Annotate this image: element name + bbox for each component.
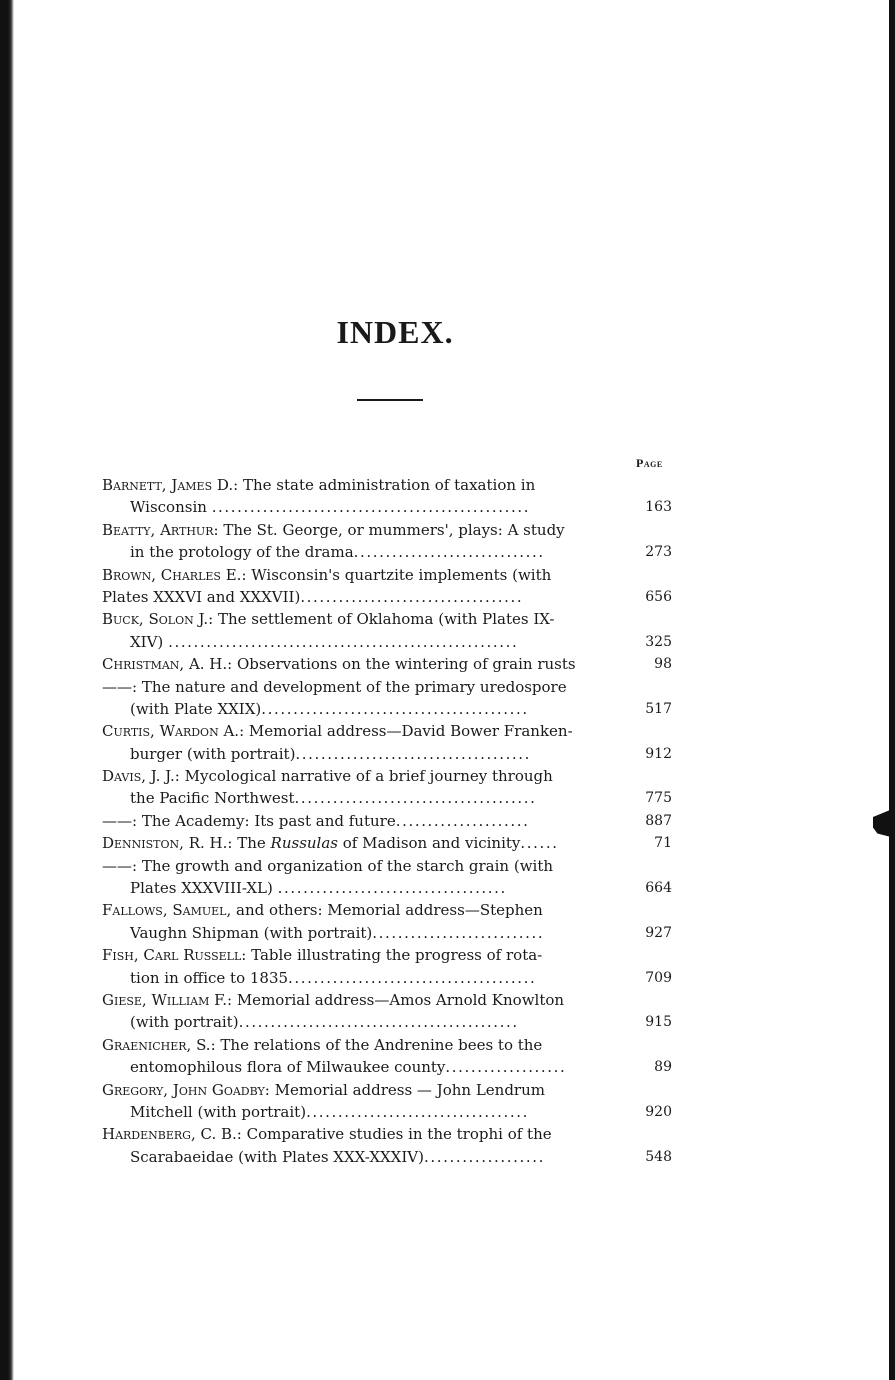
index-entry	[102, 1034, 672, 1079]
entry-author: ——:	[102, 677, 138, 696]
entry-page: 920	[645, 1103, 672, 1120]
entry-title-line: The state administration of taxation in	[242, 476, 536, 494]
leader-dots: ...................................	[306, 1102, 529, 1121]
index-entry	[102, 653, 672, 675]
entry-page: 98	[654, 656, 672, 673]
index-entry	[102, 944, 672, 989]
index-entry	[102, 1079, 672, 1124]
entry-title-line: Scarabaeidae (with Plates XXX-XXXIV)	[130, 1147, 424, 1166]
entry-title-line: The St. George, or mummers', plays: A study	[223, 520, 565, 539]
index-entry	[102, 899, 672, 944]
entry-author: Giese, William F.:	[102, 990, 233, 1009]
entry-author: Barnett, James D.:	[102, 476, 239, 494]
entry-title-line: in the protology of the drama	[130, 543, 354, 562]
entry-title-line: Plates XXXVIII-XL)	[130, 879, 273, 898]
leader-dots: ...........................	[372, 923, 545, 942]
entry-page: 775	[645, 790, 672, 807]
entry-title-line: and others: Memorial address—Stephen	[236, 901, 543, 920]
leader-dots: .......................................................	[168, 632, 519, 651]
leader-dots: .......................................	[288, 968, 537, 987]
leader-dots: ..........................................	[261, 699, 529, 718]
entry-page: 656	[645, 588, 672, 605]
entry-title-line: The growth and organization of the starch grain (with	[141, 856, 554, 875]
leader-dots: .....................	[395, 811, 530, 830]
entry-title-line: (with Plate XXIX)	[130, 699, 262, 718]
entry-title-line: Mitchell (with portrait)	[130, 1102, 307, 1121]
entry-title-line: Observations on the wintering of grain rusts	[237, 655, 576, 674]
entry-author: Denniston, R. H.:	[102, 834, 233, 853]
entry-title-line: The settlement of Oklahoma (with Plates IX-	[217, 610, 555, 629]
entry-title-line: (with portrait)	[130, 1013, 239, 1032]
entry-page: 915	[645, 1014, 672, 1031]
entry-title-line: Mycological narrative of a brief journey through	[184, 767, 553, 786]
index-entry	[102, 474, 672, 519]
index-entry	[102, 720, 672, 765]
entry-title-line: of Madison and vicinity	[342, 834, 521, 853]
entry-title-line: The relations of the Andrenine bees to the	[220, 1035, 543, 1054]
entry-page: 273	[645, 544, 672, 561]
leader-dots: ..................................................	[211, 498, 531, 517]
leader-dots: ...................................	[300, 587, 524, 606]
leader-dots: ......	[520, 834, 559, 853]
entry-author: Fish, Carl Russell:	[102, 946, 247, 965]
index-entry	[102, 810, 672, 832]
entry-title-line: The	[237, 834, 266, 853]
binding-clip-mark	[873, 808, 895, 838]
entry-author: Fallows, Samuel,	[102, 901, 232, 920]
entry-page: 927	[645, 924, 672, 941]
entry-page: 163	[645, 499, 672, 516]
entry-page: 912	[645, 745, 672, 762]
entry-title-line: tion in office to 1835	[130, 968, 289, 987]
entry-page: 887	[645, 812, 672, 829]
entry-page: 89	[654, 1059, 672, 1076]
entry-page: 664	[645, 880, 672, 897]
entry-title-line: Memorial address—Amos Arnold Knowlton	[236, 990, 565, 1009]
entry-title-line: Memorial address—David Bower Franken-	[248, 722, 573, 741]
index-entry	[102, 519, 672, 564]
entry-page: 325	[645, 633, 672, 650]
entry-author: ——:	[102, 811, 138, 830]
index-entry	[102, 989, 672, 1034]
entry-title-line: The Academy: Its past and future	[141, 811, 396, 830]
entry-page: 709	[645, 969, 672, 986]
entry-page: 71	[654, 835, 672, 852]
entry-author: Graenicher, S.:	[102, 1035, 216, 1054]
entry-author: Gregory, John Goadby:	[102, 1080, 270, 1099]
index-entry	[102, 765, 672, 810]
entry-author: Christman, A. H.:	[102, 655, 233, 674]
scan-edge-left	[0, 0, 14, 1380]
entry-title-line: Wisconsin's quartzite implements (with	[251, 565, 552, 584]
entry-title-line: the Pacific Northwest	[130, 789, 295, 808]
leader-dots: ............................................	[238, 1013, 519, 1032]
entry-title-line: Table illustrating the progress of rota-	[251, 946, 543, 965]
entry-page: 548	[645, 1148, 672, 1165]
entry-title-line: Plates XXXVI and XXXVII)	[102, 587, 301, 606]
index-entry	[102, 608, 672, 653]
entry-title-line: Comparative studies in the trophi of the	[246, 1125, 552, 1144]
entry-author: Beatty, Arthur:	[102, 520, 219, 539]
entry-author: Davis, J. J.:	[102, 767, 180, 786]
leader-dots: ......................................	[294, 789, 537, 808]
entry-title-line: Memorial address — John Lendrum	[274, 1080, 545, 1099]
leader-dots: ...................	[445, 1058, 567, 1077]
entry-author: Curtis, Wardon A.:	[102, 722, 245, 741]
entry-title-line: The nature and development of the primary uredospore	[141, 677, 567, 696]
entry-title-line: Vaughn Shipman (with portrait)	[130, 923, 373, 942]
index-entry	[102, 676, 672, 721]
entry-author: Hardenberg, C. B.:	[102, 1125, 242, 1144]
leader-dots: ....................................	[277, 879, 507, 898]
entry-page: 517	[645, 700, 672, 717]
entry-title-line: burger (with portrait)	[130, 744, 296, 763]
scan-edge-right	[889, 0, 895, 1380]
page-column-label: Page	[636, 456, 663, 470]
index-entry	[102, 1123, 672, 1168]
leader-dots: .....................................	[295, 744, 532, 763]
page-title: INDEX.	[336, 314, 454, 350]
entry-title-line: XIV)	[130, 632, 164, 651]
leader-dots: ..............................	[353, 543, 545, 562]
entry-author: Buck, Solon J.:	[102, 610, 214, 629]
index-entry	[102, 564, 672, 609]
index-entry	[102, 855, 672, 900]
entry-author: Brown, Charles E.:	[102, 565, 247, 584]
title-rule	[357, 399, 423, 401]
entry-title-line: Wisconsin	[130, 498, 207, 517]
entry-title-line: entomophilous flora of Milwaukee county	[130, 1058, 446, 1077]
leader-dots: ...................	[423, 1147, 545, 1166]
index-entry	[102, 832, 672, 854]
entry-author: ——:	[102, 856, 138, 875]
index-list	[102, 474, 672, 1168]
entry-title-italic: Russulas	[270, 834, 338, 853]
